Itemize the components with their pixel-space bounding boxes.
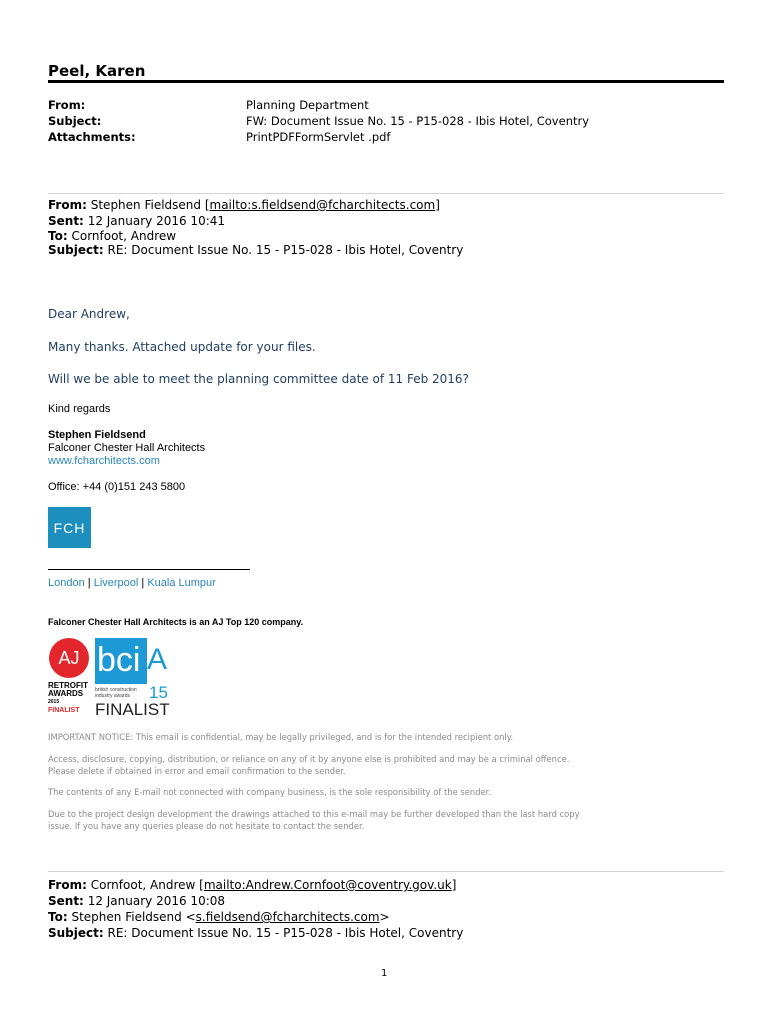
bcia-award-badge [95,638,171,720]
fwd2-from-close: ] [451,878,457,892]
notice-drawings-2: issue. If you have any queries please do not hesitate to contact the sender. [48,821,365,831]
fwd1-from-name: Stephen Fieldsend [ [90,198,210,212]
aj-logo-circle: AJ [49,638,89,678]
fwd2-from-name: Cornfoot, Andrew [ [90,878,204,892]
office-separator: | [138,577,148,589]
bcia-logo-text: bci [97,641,141,679]
attachment-file[interactable]: PrintPDFFormServlet .pdf [246,130,391,144]
bcia-year: 15 [149,683,168,702]
fwd1-to-label: To: [48,229,68,243]
aj-award-title-1: RETROFIT [48,681,88,690]
fwd2-sent-label: Sent: [48,894,84,908]
message-divider [48,193,724,194]
fwd1-sent-value: 12 January 2016 10:41 [87,214,226,228]
signature-company: Falconer Chester Hall Architects [48,442,206,454]
company-tagline: Falconer Chester Hall Architects is an AJ Top 120 company. [48,617,304,627]
message-divider [48,871,724,872]
bcia-subtitle-1: british construction [95,687,137,693]
fch-logo: FCH [48,507,91,548]
fwd2-subject-line [48,926,463,940]
fwd1-subject-label: Subject: [48,243,104,257]
fwd2-from-line [48,878,456,892]
subject-value: FW: Document Issue No. 15 - P15-028 - Ibis Hotel, Coventry [246,114,590,128]
office-locations [48,577,216,589]
bcia-logo-a: A [147,643,168,676]
office-london-link[interactable]: London [48,577,85,589]
fwd2-subject-value: RE: Document Issue No. 15 - P15-028 - Ibis Hotel, Coventry [107,926,464,940]
notice-access-2: Please delete if obtained in error and email confirmation to the sender. [48,766,346,776]
fwd1-mailto-link[interactable]: mailto:s.fieldsend@fcharchitects.com [209,198,436,212]
fwd1-to-value: Cornfoot, Andrew [71,229,177,243]
aj-award-year: 2015 [48,699,60,705]
bcia-status: FINALIST [95,700,170,719]
office-separator: | [84,577,94,589]
header-divider [48,80,724,83]
signature-website-link[interactable]: www.fcharchitects.com [48,455,160,467]
document-owner-name: Peel, Karen [48,62,146,80]
fwd2-to-close: > [379,910,390,924]
fwd1-from-line [48,198,440,212]
fwd2-sent-line [48,894,225,908]
aj-retrofit-award-badge [48,638,92,720]
fwd1-sent-line [48,214,225,228]
bcia-subtitle-2: industry awards [95,693,131,699]
aj-award-title-2: AWARDS [48,689,84,698]
body-line-2: Will we be able to meet the planning committee date of 11 Feb 2016? [48,372,469,386]
fwd1-from-close: ] [435,198,440,212]
signature-divider [48,569,250,570]
attachments-label: Attachments: [48,130,136,144]
from-label: From: [48,98,86,112]
fwd2-mailto-link[interactable]: mailto:Andrew.Cornfoot@coventry.gov.uk [203,878,452,892]
signature-office-phone: Office: +44 (0)151 243 5800 [48,481,186,493]
fwd2-to-line [48,910,390,924]
fwd1-from-label: From: [48,198,87,212]
subject-label: Subject: [48,114,102,128]
page-number: 1 [381,968,388,979]
fwd1-to-line [48,229,176,243]
notice-confidential: IMPORTANT NOTICE: This email is confidential, may be legally privileged, and is for the intended recipient only. [48,732,514,742]
signature-regards: Kind regards [48,403,111,415]
signature-name: Stephen Fieldsend [48,429,146,441]
fwd2-to-label: To: [48,910,68,924]
notice-access-1: Access, disclosure, copying, distribution, or reliance on any of it by anyone else is prohibited and may be a criminal offence. [48,754,570,764]
fwd1-subject-line [48,243,463,257]
body-greeting: Dear Andrew, [48,307,130,321]
fwd2-to-email-link[interactable]: s.fieldsend@fcharchitects.com [195,910,380,924]
fwd2-sent-value: 12 January 2016 10:08 [87,894,226,908]
aj-award-status: FINALIST [48,707,80,714]
fwd1-sent-label: Sent: [48,214,84,228]
fwd1-subject-value: RE: Document Issue No. 15 - P15-028 - Ibis Hotel, Coventry [107,243,464,257]
notice-drawings-1: Due to the project design development the drawings attached to this e-mail may be further developed than the last hard copy [48,809,580,819]
office-liverpool-link[interactable]: Liverpool [93,577,139,589]
fwd2-subject-label: Subject: [48,926,104,940]
office-kuala-lumpur-link[interactable]: Kuala Lumpur [147,577,216,589]
notice-contents: The contents of any E-mail not connected with company business, is the sole responsibility of the sender. [48,787,492,797]
from-value: Planning Department [246,98,369,112]
fwd2-to-name: Stephen Fieldsend < [71,910,196,924]
fwd2-from-label: From: [48,878,87,892]
body-line-1: Many thanks. Attached update for your files. [48,340,316,354]
